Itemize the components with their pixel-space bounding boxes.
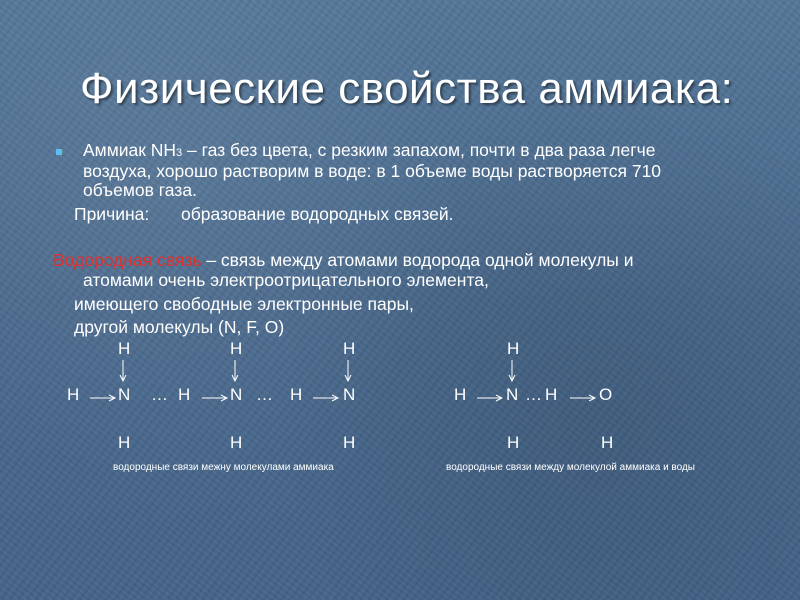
- hbond-term: Водородная связь: [53, 250, 202, 270]
- hbond-line-1: [53, 250, 634, 270]
- bond-arrow-right-icon: [570, 394, 598, 402]
- bond-arrow-down-icon: [231, 360, 239, 384]
- h-bond-dots-3: …: [525, 385, 542, 404]
- h-atom-top-2: H: [230, 339, 243, 358]
- h-atom-left-4: H: [454, 385, 467, 404]
- caption-ammonia-bonds: водородные связи межну молекулами аммиака: [113, 462, 334, 473]
- hbond-line-3: имеющего свободные электронные пары,: [74, 294, 414, 314]
- reason-text: образование водородных связей.: [181, 204, 454, 224]
- bullet-line-1-rest: – газ без цвета, с резким запахом, почти в два раза легче: [182, 140, 656, 160]
- h-atom-top-3: H: [343, 339, 356, 358]
- h-atom-left-1: H: [67, 385, 80, 404]
- bond-arrow-down-icon: [119, 360, 127, 384]
- nh3-subscript: 3: [176, 147, 183, 159]
- h-atom-bottom-2: H: [230, 433, 243, 452]
- n-atom-3: N: [343, 385, 356, 404]
- hbond-line-1-rest: – связь между атомами водорода одной молекулы и: [201, 250, 634, 270]
- bond-arrow-right-icon: [477, 394, 505, 402]
- h-atom-bottom-4: H: [507, 433, 520, 452]
- slide-title: Физические свойства аммиака:: [80, 64, 734, 113]
- bond-arrow-right-icon: [313, 394, 341, 402]
- h-atom-bottom-5: H: [601, 433, 614, 452]
- bond-arrow-right-icon: [90, 394, 118, 402]
- n-atom-1: N: [118, 385, 131, 404]
- nh3-prefix: Аммиак NH: [83, 140, 177, 160]
- h-atom-top-1: H: [118, 339, 131, 358]
- caption-ammonia-water-bonds: водородные связи между молекулой аммиака и воды: [446, 462, 695, 473]
- reason-label: Причина:: [74, 204, 150, 224]
- bullet-marker-icon: [56, 149, 62, 155]
- h-atom-left-3: H: [290, 385, 303, 404]
- bullet-line-2: воздуха, хорошо растворим в воде: в 1 объеме воды растворяется 710: [83, 161, 662, 181]
- n-atom-4: N: [506, 385, 519, 404]
- o-atom: O: [599, 385, 613, 404]
- bond-arrow-down-icon: [344, 360, 352, 384]
- n-atom-2: N: [230, 385, 243, 404]
- h-atom-top-4: H: [507, 339, 520, 358]
- bond-arrow-down-icon: [508, 360, 516, 384]
- h-atom-bottom-3: H: [343, 433, 356, 452]
- h-bond-dots-2: …: [256, 385, 273, 404]
- hbond-line-2: атомами очень электроотрицательного элемента,: [83, 270, 489, 290]
- h-atom-bottom-1: H: [118, 433, 131, 452]
- bond-arrow-right-icon: [202, 394, 230, 402]
- h-bond-dots-1: …: [151, 385, 168, 404]
- bullet-line-1: [83, 140, 655, 163]
- hbond-line-4: другой молекулы (N, F, O): [74, 317, 285, 337]
- h-atom-left-5: H: [545, 385, 558, 404]
- h-atom-left-2: H: [178, 385, 191, 404]
- bullet-line-3: объемов газа.: [83, 180, 197, 200]
